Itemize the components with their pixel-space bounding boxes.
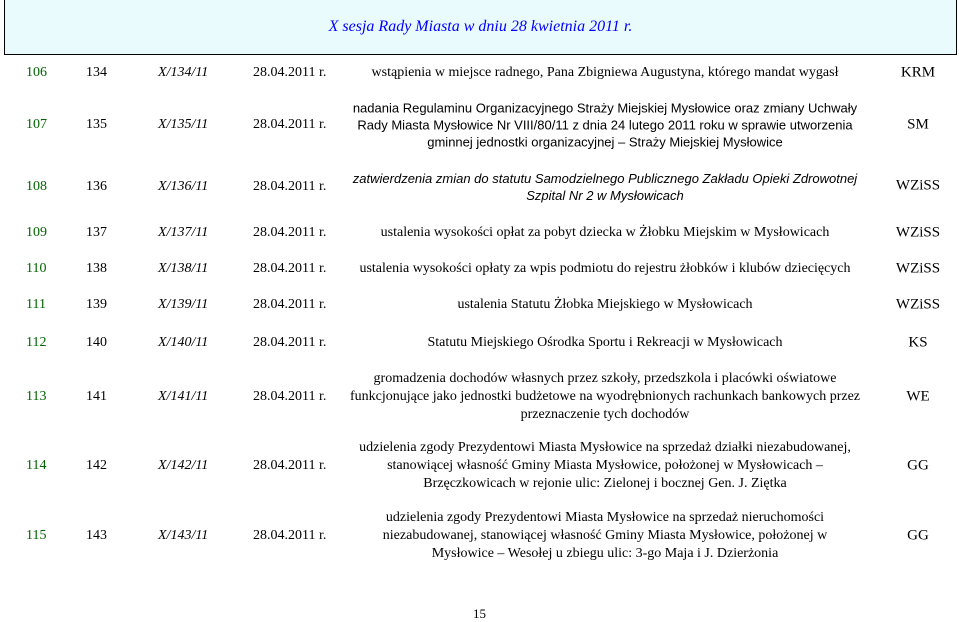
- committee: WE: [906, 388, 930, 405]
- resolution-date: 28.04.2011 r.: [253, 179, 327, 194]
- resolution-id: X/143/11: [158, 528, 209, 543]
- table-row: [0, 366, 959, 428]
- resolution-date: 28.04.2011 r.: [253, 458, 327, 473]
- table-row: [0, 160, 959, 214]
- committee: WZiSS: [895, 224, 941, 241]
- resolution-id: X/141/11: [158, 389, 209, 404]
- entry-number: 109: [26, 225, 47, 240]
- resolution-number: 141: [86, 389, 107, 404]
- table-row: [0, 326, 959, 360]
- entry-number: 110: [26, 261, 47, 276]
- resolution-date: 28.04.2011 r.: [253, 335, 327, 350]
- resolution-id: X/135/11: [158, 117, 209, 132]
- resolution-number: 135: [86, 117, 107, 132]
- table-row: [0, 504, 959, 568]
- resolution-id: X/139/11: [158, 297, 209, 312]
- resolution-id: X/134/11: [158, 65, 209, 80]
- resolution-number: 143: [86, 528, 107, 543]
- committee: SM: [907, 116, 929, 133]
- resolution-number: 134: [86, 65, 107, 80]
- entry-number: 107: [26, 117, 47, 132]
- resolution-subject: gromadzenia dochodów własnych przez szkoły, przedszkola i placówki oświatowe funkcjonujące jako jednostki budżetowe na wyodrębnionych rachunkach bankowych przez przeznaczenie tych dochodów: [349, 371, 861, 422]
- table-row: [0, 434, 959, 498]
- resolution-subject: ustalenia wysokości opłaty za wpis podmiotu do rejestru żłobków i klubów dziecięcych: [359, 261, 851, 276]
- table-row: [0, 216, 959, 250]
- session-header: [4, 0, 957, 55]
- resolution-number: 136: [86, 179, 107, 194]
- resolution-subject: udzielenia zgody Prezydentowi Miasta Mysłowice na sprzedaż działki niezabudowanej, stanowiącej własność Gminy Miasta Mysłowice, położonej w Mysłowicach – Brzęczkowicach w rejonie ulic: Zielonej i bocznej Gen. J. Ziętka: [359, 440, 851, 491]
- entry-number: 111: [26, 297, 46, 312]
- entry-number: 112: [26, 335, 47, 350]
- resolution-subject: zatwierdzenia zmian do statutu Samodzielnego Publicznego Zakładu Opieki Zdrowotnej Szpital Nr 2 w Mysłowicach: [352, 171, 858, 203]
- resolution-number: 137: [86, 225, 107, 240]
- resolution-date: 28.04.2011 r.: [253, 261, 327, 276]
- committee: WZiSS: [895, 260, 941, 277]
- resolution-date: 28.04.2011 r.: [253, 297, 327, 312]
- entry-number: 113: [26, 389, 47, 404]
- resolution-number: 139: [86, 297, 107, 312]
- committee: WZiSS: [895, 177, 941, 194]
- resolution-id: X/137/11: [158, 225, 209, 240]
- resolution-date: 28.04.2011 r.: [253, 117, 327, 132]
- resolution-date: 28.04.2011 r.: [253, 389, 327, 404]
- resolution-id: X/138/11: [158, 261, 209, 276]
- resolution-subject: udzielenia zgody Prezydentowi Miasta Mysłowice na sprzedaż nieruchomości niezabudowanej, stanowiącej własność Gminy Miasta Mysłowice, położonej w Mysłowice – Wesołej u zbiegu ulic: 3-go Maja i J. Dzierżonia: [382, 510, 828, 561]
- resolution-id: X/142/11: [158, 458, 209, 473]
- resolution-subject: ustalenia wysokości opłat za pobyt dziecka w Żłobku Miejskim w Mysłowicach: [380, 225, 830, 240]
- resolution-number: 142: [86, 458, 107, 473]
- resolution-subject: Statutu Miejskiego Ośrodka Sportu i Rekreacji w Mysłowicach: [427, 335, 783, 350]
- entry-number: 108: [26, 179, 47, 194]
- resolution-date: 28.04.2011 r.: [253, 528, 327, 543]
- table-row: [0, 92, 959, 158]
- committee: KRM: [900, 64, 936, 81]
- resolution-subject: nadania Regulaminu Organizacyjnego Straży Miejskiej Mysłowice oraz zmiany Uchwały Rady Miasta Mysłowice Nr VIII/80/11 z dnia 24 lutego 2011 roku w sprawie utworzenia gminnej jednostki organizacyjnej – Straży Miejskiej Mysłowice: [352, 100, 858, 150]
- resolution-date: 28.04.2011 r.: [253, 65, 327, 80]
- resolution-subject: ustalenia Statutu Żłobka Miejskiego w Mysłowicach: [457, 297, 753, 312]
- resolution-number: 140: [86, 335, 107, 350]
- resolution-number: 138: [86, 261, 107, 276]
- resolution-date: 28.04.2011 r.: [253, 225, 327, 240]
- table-row: [0, 252, 959, 286]
- committee: WZiSS: [895, 296, 941, 313]
- session-title: X sesja Rady Miasta w dniu 28 kwietnia 2011 r.: [328, 18, 633, 35]
- resolution-id: X/140/11: [158, 335, 209, 350]
- page-number: 15: [473, 606, 486, 621]
- committee: GG: [907, 527, 929, 544]
- table-row: [0, 288, 959, 322]
- entry-number: 115: [26, 528, 47, 543]
- committee: KS: [908, 334, 928, 351]
- entry-number: 106: [26, 65, 47, 80]
- committee: GG: [907, 457, 929, 474]
- resolution-id: X/136/11: [158, 179, 209, 194]
- entry-number: 114: [26, 458, 47, 473]
- resolution-subject: wstąpienia w miejsce radnego, Pana Zbigniewa Augustyna, którego mandat wygasł: [371, 65, 839, 80]
- table-row: [0, 56, 959, 90]
